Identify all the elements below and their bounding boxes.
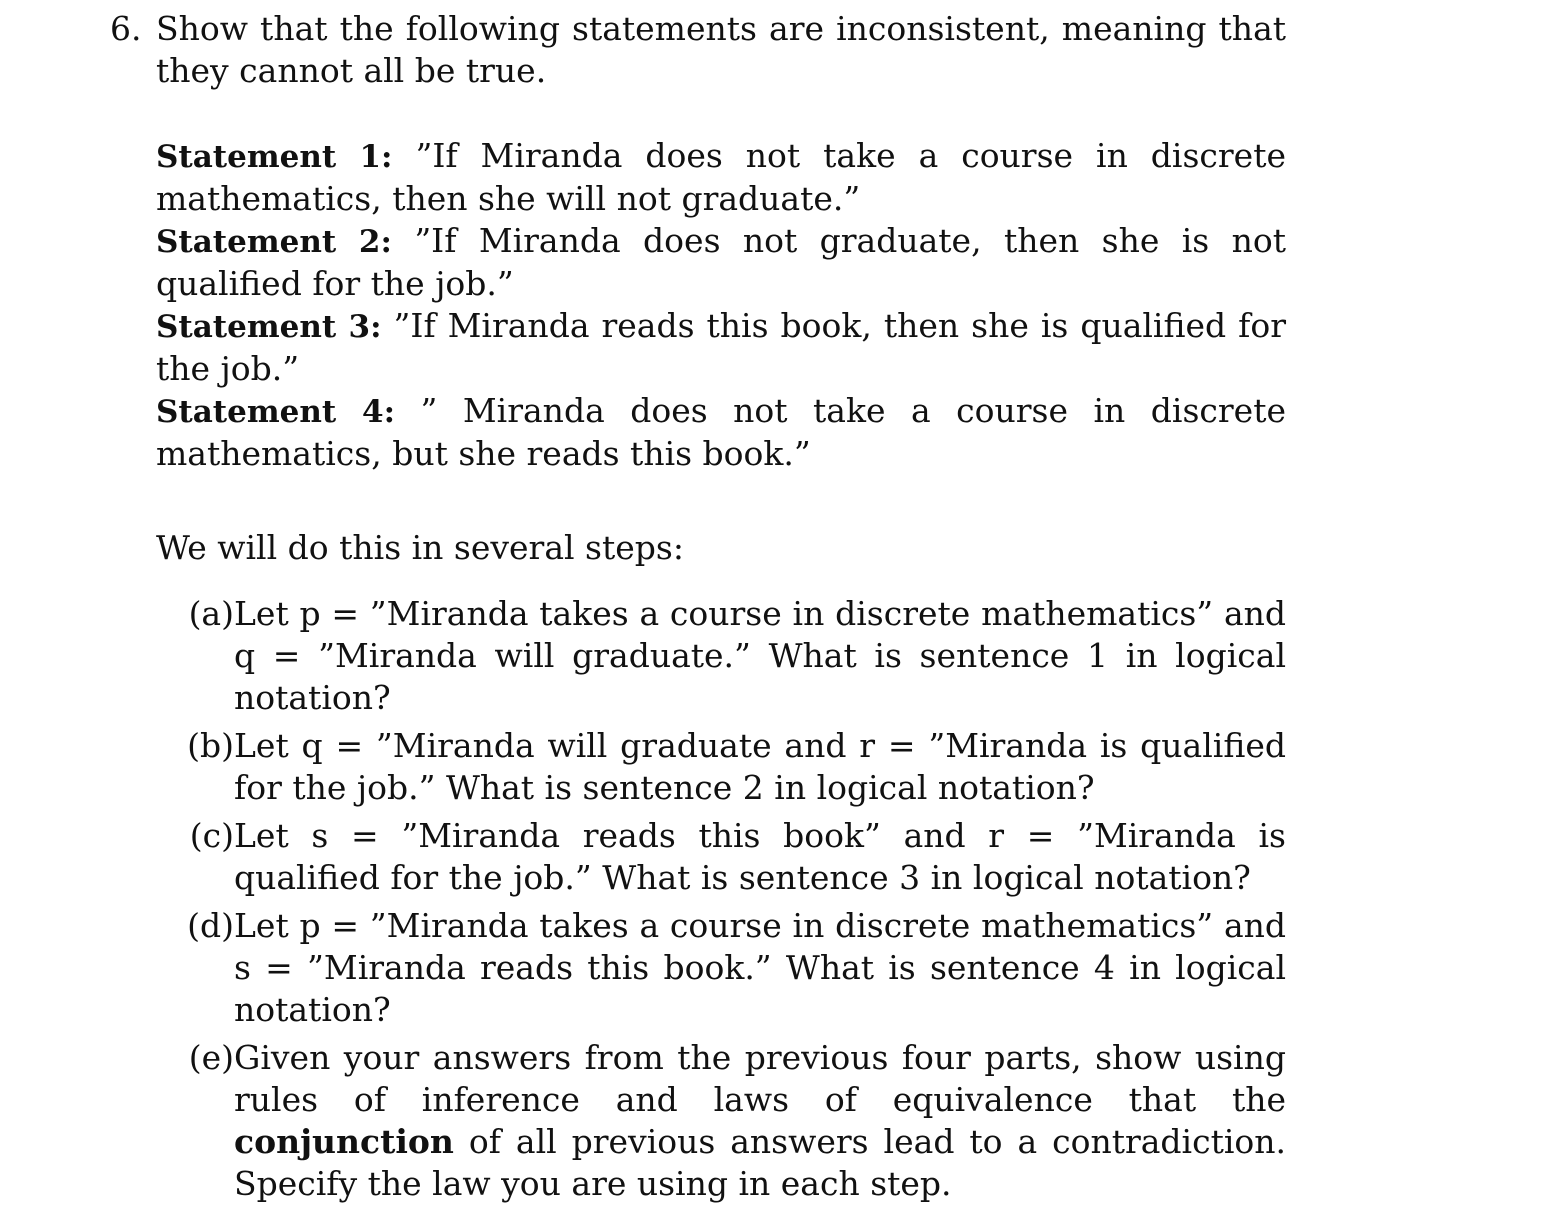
statement-1 (156, 135, 1286, 220)
part-text-before: Given your answers from the previous four parts, show using rules of inference and laws of equivalence that the (234, 1038, 1286, 1119)
part-text: Let p = ”Miranda takes a course in discrete mathematics” and s = ”Miranda reads this book.” What is sentence 4 in logical notation? (234, 906, 1286, 1029)
problem-header (110, 8, 1290, 92)
statement-3 (156, 305, 1286, 390)
statement-label: Statement 3: (156, 309, 382, 345)
statements-block (156, 135, 1286, 475)
statement-label: Statement 2: (156, 224, 392, 260)
part-text: Let q = ”Miranda will graduate and r = ”Miranda is qualified for the job.” What is sentence 2 in logical notation? (234, 726, 1286, 807)
problem-6 (110, 8, 1290, 1211)
part-text-bold: conjunction (234, 1122, 454, 1161)
statement-label: Statement 1: (156, 139, 393, 175)
part-e (156, 1037, 1286, 1205)
problem-intro: Show that the following statements are inconsistent, meaning that they cannot all be true. (156, 9, 1286, 90)
problem-number: 6. (110, 9, 142, 48)
statement-text: ”If Miranda reads this book, then she is qualified for the job.” (156, 306, 1286, 388)
part-label: (d) (187, 906, 234, 945)
part-label: (a) (188, 594, 234, 633)
statement-label: Statement 4: (156, 394, 396, 430)
statement-4 (156, 390, 1286, 475)
part-d (156, 905, 1286, 1031)
part-text: Let s = ”Miranda reads this book” and r = ”Miranda is qualified for the job.” What is sentence 3 in logical notation? (234, 816, 1286, 897)
part-label: (c) (189, 816, 234, 855)
parts-list (156, 593, 1286, 1205)
statement-text: ”If Miranda does not take a course in discrete mathematics, then she will not graduate.” (156, 136, 1286, 218)
statement-2 (156, 220, 1286, 305)
part-text (234, 1037, 1286, 1205)
part-label: (e) (188, 1038, 234, 1077)
part-b (156, 725, 1286, 809)
part-a (156, 593, 1286, 719)
part-text-after: of all previous answers lead to a contradiction. Specify the law you are using in each step. (234, 1122, 1286, 1203)
part-text: Let p = ”Miranda takes a course in discrete mathematics” and q = ”Miranda will graduate.” What is sentence 1 in logical notation? (234, 594, 1286, 717)
part-c (156, 815, 1286, 899)
part-label: (b) (187, 726, 234, 765)
statement-text: ”If Miranda does not graduate, then she is not qualified for the job.” (156, 221, 1286, 303)
steps-intro: We will do this in several steps: (156, 528, 684, 567)
statement-text: ” Miranda does not take a course in discrete mathematics, but she reads this book.” (156, 391, 1286, 473)
